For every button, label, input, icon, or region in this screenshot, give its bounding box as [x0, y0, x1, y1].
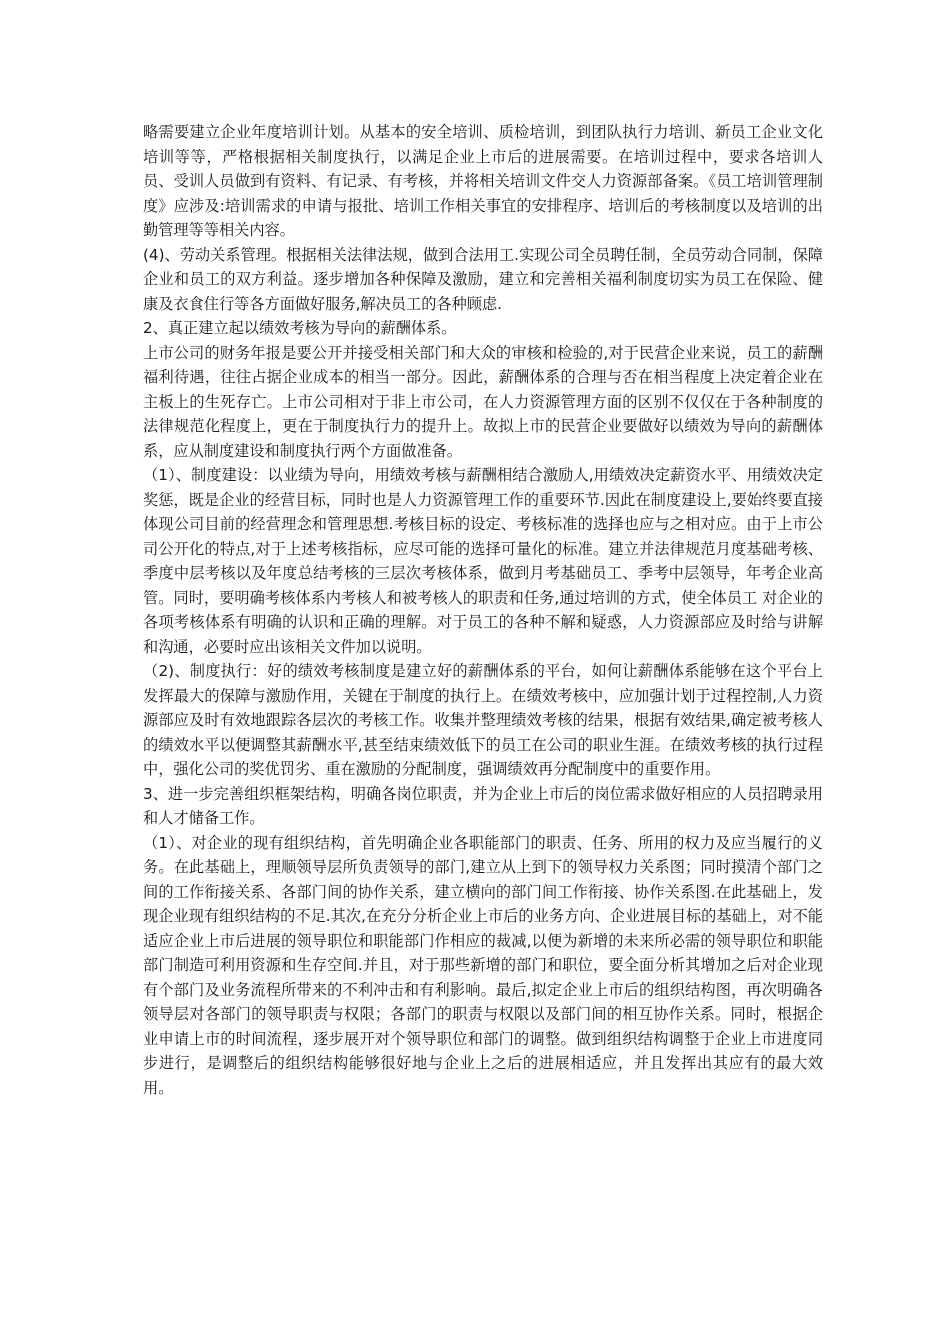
section-heading-organization: 3、进一步完善组织框架结构，明确各岗位职责，并为企业上市后的岗位需求做好相应的人员招聘录用和人才储备工作。: [143, 784, 823, 827]
paragraph-system-execution: （2)、制度执行：好的绩效考核制度是建立好的薪酬体系的平台，如何让薪酬体系能够在这个平台上发挥最大的保障与激励作用，关键在于制度的执行上。在绩效考核中，应加强计划于过程控制,人力资源部应及时有效地跟踪各层次的考核工作。收集并整理绩效考核的结果，根据有效结果,确定被考核人的绩效水平以便调整其薪酬水平,甚至结束绩效低下的员工在公司的职业生涯。在绩效考核的执行过程中，强化公司的奖优罚劣、重在激励的分配制度，强调绩效再分配制度中的重要作用。: [143, 662, 823, 778]
paragraph-labor-relations: (4)、劳动关系管理。根据相关法律法规，做到合法用工.实现公司全员聘任制，全员劳动合同制，保障企业和员工的双方利益。逐步增加各种保障及激励，建立和完善相关福利制度切实为员工在保险、健康及衣食住行等各方面做好服务,解决员工的各种顾虑.: [143, 245, 823, 313]
paragraph-training-plan: 略需要建立企业年度培训计划。从基本的安全培训、质检培训，到团队执行力培训、新员工企业文化培训等等，严格根据相关制度执行，以满足企业上市后的进展需要。在培训过程中，要求各培训人员、受训人员做到有资料、有记录、有考核，并将相关培训文件交人力资源部备案。《员工培训管理制度》应涉及:培训需求的申请与报批、培训工作相关事宜的安排程序、培训后的考核制度以及培训的出勤管理等等相关内容。: [143, 123, 823, 239]
paragraph-organization-structure: （1）、对企业的现有组织结构，首先明确企业各职能部门的职责、任务、所用的权力及应当履行的义务。在此基础上，理顺领导层所负责领导的部门,建立从上到下的领导权力关系图；同时摸清个部门之间的工作衔接关系、各部门间的协作关系，建立横向的部门间工作衔接、协作关系图.在此基础上，发现企业现有组织结构的不足.其次,在充分分析企业上市后的业务方向、企业进展目标的基础上，对不能适应企业上市后进展的领导职位和职能部门作相应的裁减,以便为新增的未来所必需的领导职位和职能部门制造可利用资源和生存空间.并且，对于那些新增的部门和职位，要全面分析其增加之后对企业现有个部门及业务流程所带来的不利冲击和有利影响。最后,拟定企业上市后的组织结构图，再次明确各领导层对各部门的领导职责与权限；各部门的职责与权限以及部门间的相互协作关系。同时，根据企业申请上市的时间流程，逐步展开对个领导职位和部门的调整。做到组织结构调整于企业上市进度同步进行，是调整后的组织结构能够很好地与企业上之后的进展相适应，并且发挥出其应有的最大效用。: [143, 833, 823, 1097]
paragraph-financial-reports: 上市公司的财务年报是要公开并接受相关部门和大众的审核和检验的,对于民营企业来说，员工的薪酬福利待遇，往往占据企业成本的相当一部分。因此，薪酬体系的合理与否在相当程度上决定着企业在主板上的生死存亡。上市公司相对于非上市公司，在人力资源管理方面的区别不仅仅在于各种制度的法律规范化程度上，更在于制度执行力的提升上。故拟上市的民营企业要做好以绩效为导向的薪酬体系，应从制度建设和制度执行两个方面做准备。: [143, 343, 823, 460]
document-body: [143, 120, 823, 1100]
paragraph-system-construction: （1）、制度建设：以业绩为导向，用绩效考核与薪酬相结合激励人,用绩效决定薪资水平、用绩效决定奖惩，既是企业的经营目标，同时也是人力资源管理工作的重要环节.因此在制度建设上,要始终要直接体现公司目前的经营理念和管理思想.考核目标的设定、考核标准的选择也应与之相对应。由于上市公司公开化的特点,对于上述考核指标，应尽可能的选择可量化的标准。建立并法律规范月度基础考核、季度中层考核以及年度总结考核的三层次考核体系，做到月考基础员工、季考中层领导，年考企业高管。同时，要明确考核体系内考核人和被考核人的职责和任务,通过培训的方式，使全体员工 对企业的各项考核体系有明确的认识和正确的理解。对于员工的各种不解和疑惑，人力资源部应及时给与讲解和沟通，必要时应出该相关文件加以说明。: [143, 466, 823, 656]
section-heading-compensation: 2、真正建立起以绩效考核为导向的薪酬体系。: [143, 319, 457, 337]
